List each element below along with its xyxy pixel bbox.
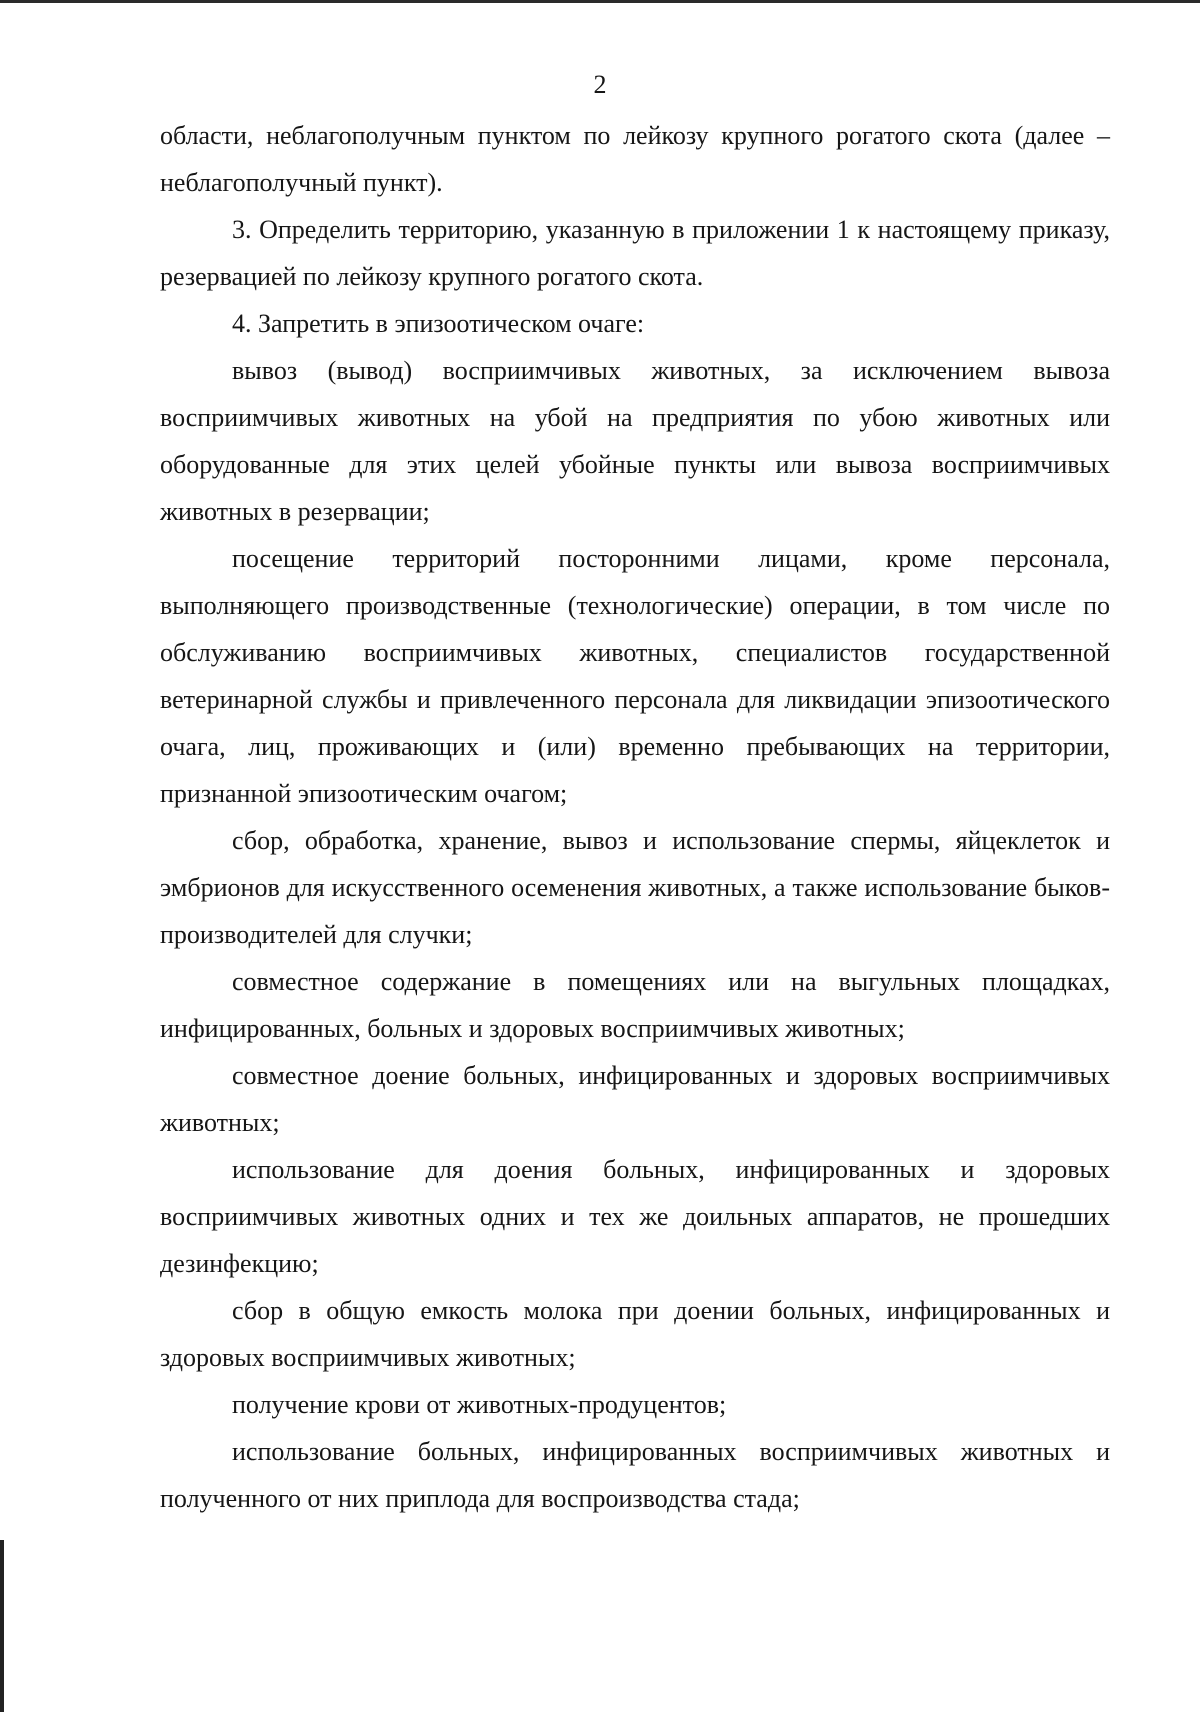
scan-top-edge [0, 0, 1200, 3]
paragraph-item-4: 4. Запретить в эпизоотическом очаге: [232, 309, 645, 338]
paragraph-continuation: области, неблагополучным пунктом по лейкозу крупного рогатого скота (далее – неблагополучный пункт). [160, 121, 1110, 197]
prohibition-joint-milking: совместное доение больных, инфицированных и здоровых восприимчивых животных; [160, 1061, 1110, 1137]
prohibition-sperm-embryos: сбор, обработка, хранение, вывоз и использование спермы, яйцеклеток и эмбрионов для искусственного осеменения животных, а также использование быков-производителей для случки; [160, 826, 1110, 949]
document-body [160, 112, 1110, 1522]
prohibition-export: вывоз (вывод) восприимчивых животных, за исключением вывоза восприимчивых животных на убой на предприятия по убою животных или оборудованные для этих целей убойные пункты или вывоза восприимчивых животных в резервации; [160, 356, 1110, 526]
prohibition-visits: посещение территорий посторонними лицами, кроме персонала, выполняющего производственные (технологические) операции, в том числе по обслуживанию восприимчивых животных, специалистов государственной ветеринарной службы и привлеченного персонала для ликвидации эпизоотического очага, лиц, проживающих и (или) временно пребывающих на территории, признанной эпизоотическим очагом; [160, 544, 1110, 808]
scan-left-edge [0, 1540, 4, 1712]
prohibition-blood-collection: получение крови от животных-продуцентов; [232, 1390, 727, 1419]
paragraph-item-3: 3. Определить территорию, указанную в приложении 1 к настоящему приказу, резервацией по лейкозу крупного рогатого скота. [160, 215, 1110, 291]
page-number: 2 [593, 70, 607, 99]
prohibition-joint-keeping: совместное содержание в помещениях или на выгульных площадках, инфицированных, больных и здоровых восприимчивых животных; [160, 967, 1110, 1043]
prohibition-shared-milking-devices: использование для доения больных, инфицированных и здоровых восприимчивых животных одних и тех же доильных аппаратов, не прошедших дезинфекцию; [160, 1155, 1110, 1278]
prohibition-common-milk-container: сбор в общую емкость молока при доении больных, инфицированных и здоровых восприимчивых животных; [160, 1296, 1110, 1372]
prohibition-breeding-use: использование больных, инфицированных восприимчивых животных и полученного от них приплода для воспроизводства стада; [160, 1437, 1110, 1513]
